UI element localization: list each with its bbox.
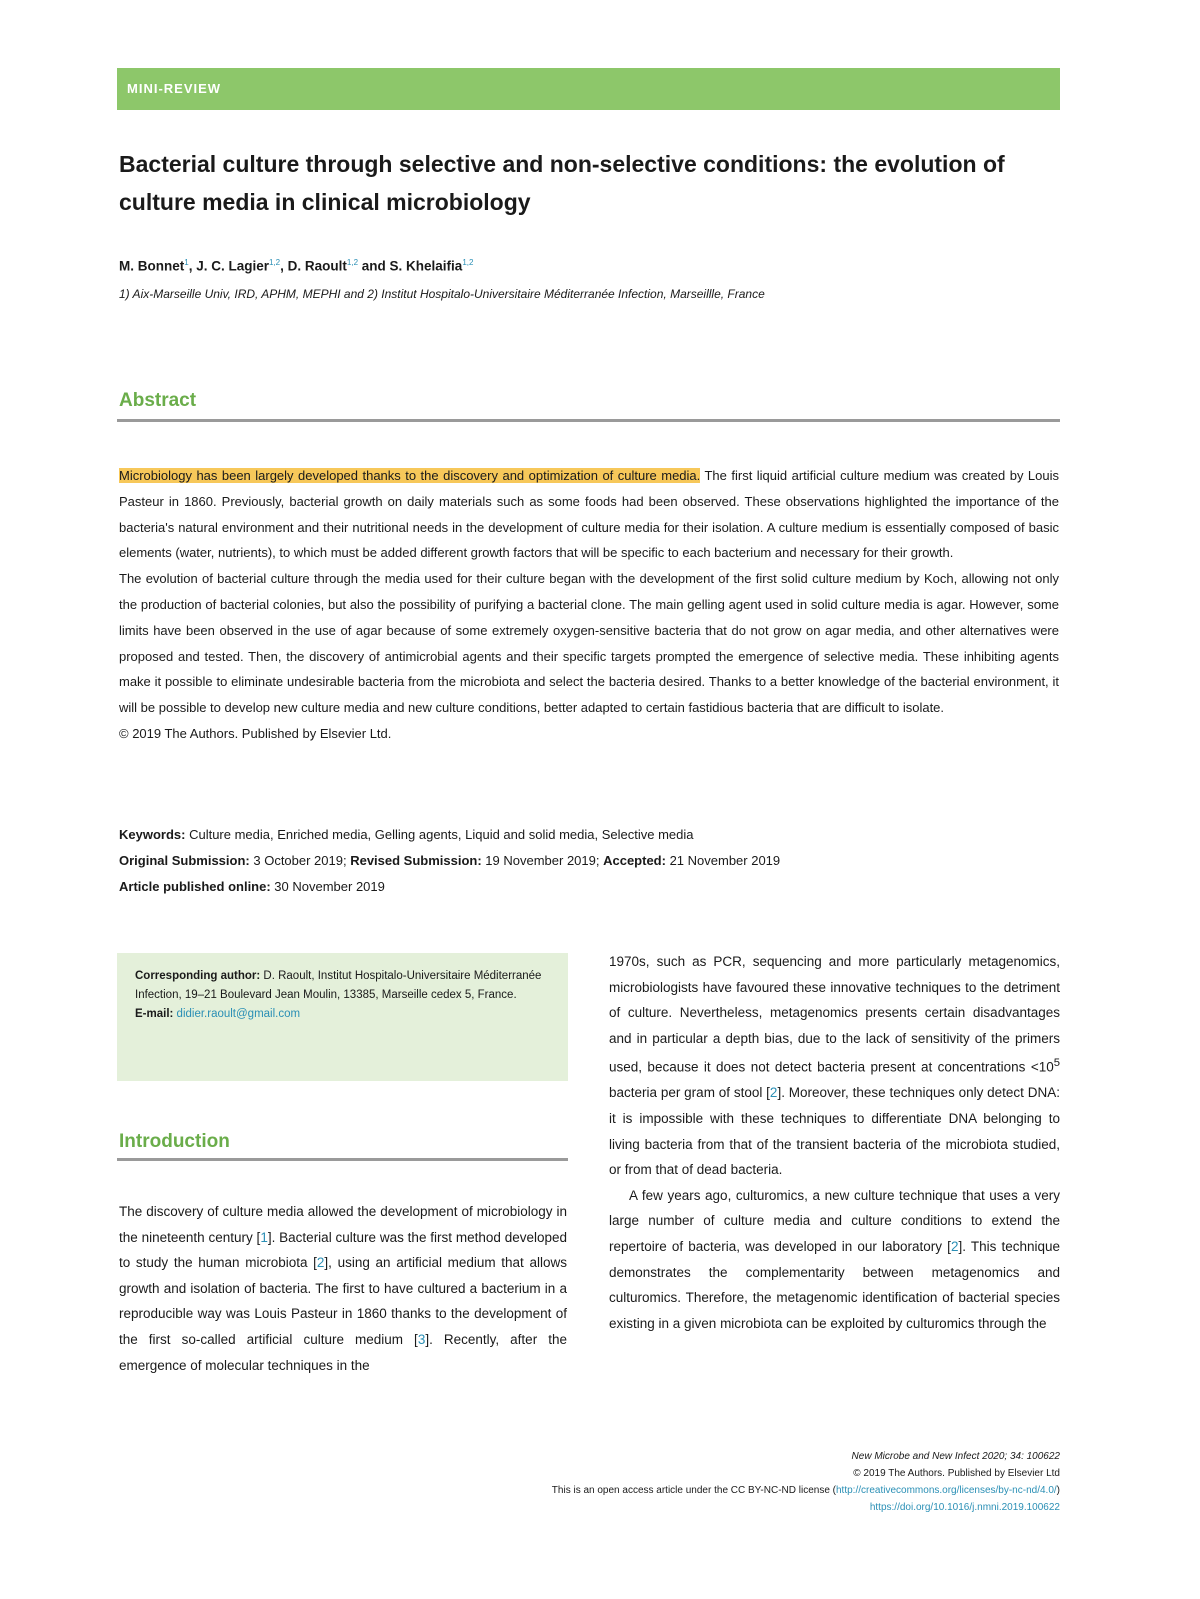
- published-online-line: [119, 874, 1059, 900]
- license-text: This is an open access article under the CC BY-NC-ND license (: [551, 1485, 836, 1496]
- submission-dates-line: [119, 848, 1059, 874]
- affiliations: 1) Aix-Marseille Univ, IRD, APHM, MEPHI and 2) Institut Hospitalo-Universitaire Méditerranée Infection, Marseillle, France: [119, 287, 765, 301]
- original-submission-label: Original Submission:: [119, 853, 250, 868]
- abstract-divider: [117, 419, 1060, 422]
- body-text: bacteria per gram of stool [: [609, 1085, 770, 1101]
- body-text: ], using an artificial medium that allows growth and isolation of bacteria. The first to have cultured a bacterium in a reproducible way was Louis Pasteur in 1860 thanks to the development of the first so-called artificial culture medium [: [119, 1255, 567, 1347]
- article-type-label: MINI-REVIEW: [127, 81, 222, 96]
- original-submission-date: 3 October 2019;: [249, 853, 351, 868]
- keywords-line: [119, 822, 1059, 848]
- journal-citation: New Microbe and New Infect 2020; 34: 100622: [851, 1451, 1060, 1462]
- body-text: ]. Bacterial culture was the first method developed to study the human microbiota [: [119, 1229, 568, 1271]
- corresponding-author-label: Corresponding author:: [135, 970, 261, 982]
- license-text: ): [1056, 1485, 1060, 1496]
- email-link[interactable]: didier.raoult@gmail.com: [176, 1008, 301, 1020]
- doi-link[interactable]: https://doi.org/10.1016/j.nmni.2019.100622: [869, 1502, 1060, 1513]
- corresponding-author-box: [117, 953, 568, 1081]
- footer-copyright: © 2019 The Authors. Published by Elsevier Ltd: [853, 1468, 1060, 1479]
- body-paragraph: [609, 1183, 1060, 1337]
- author-name: D. Raoult: [287, 258, 347, 274]
- author-affiliation-marker: 1,2: [462, 258, 474, 267]
- body-text: A few years ago, culturomics, a new culture technique that uses a very large number of culture media and culture conditions to extend the repertoire of bacteria, was developed in our laboratory [: [609, 1187, 1060, 1255]
- body-text: ]. This technique demonstrates the complementarity between metagenomics and culturomics. Therefore, the metagenomic identification of bacterial species existing in a given microbiota can be exploited by culturomics through the: [609, 1239, 1061, 1331]
- introduction-heading: Introduction: [119, 1131, 230, 1152]
- citation-link[interactable]: 2: [950, 1239, 959, 1255]
- article-metadata: [119, 822, 1059, 900]
- license-line: [552, 1482, 1060, 1499]
- abstract-paragraph: The evolution of bacterial culture through the media used for their culture began with the development of the first solid culture medium by Koch, allowing not only the production of bacterial colonies, but also the possibility of purifying a bacterial clone. The main gelling agent used in solid culture media is agar. However, some limits have been observed in the use of agar because of some extremely oxygen-sensitive bacteria that do not grow on agar media, and other alternatives were proposed and tested. Then, the discovery of antimicrobial agents and their specific targets prompted the emergence of selective media. These inhibiting agents make it possible to eliminate undesirable bacteria from the microbiota and select the bacteria desired. Thanks to a better knowledge of the bacterial environment, it will be possible to develop new culture media and new culture conditions, better adapted to certain fastidious bacteria that are difficult to isolate.: [119, 571, 1059, 716]
- revised-submission-label: Revised Submission:: [350, 853, 482, 868]
- author-separator: ,: [280, 258, 288, 274]
- body-text: 1970s, such as PCR, sequencing and more particularly metagenomics, microbiologists have favoured these innovative techniques to the detriment of culture. Nevertheless, metagenomics presents certain disadvantages and in particular a depth bias, due to the lack of sensitivity of the primers used, because it does not detect bacteria present at concentrations <10: [609, 954, 1060, 1075]
- corresponding-author-text: D. Raoult, Institut Hospitalo-Universitaire Méditerranée Infection, 19–21 Boulevard Jean Moulin, 13385, Marseille cedex 5, France.: [135, 970, 542, 1001]
- accepted-label: Accepted:: [603, 853, 666, 868]
- abstract-body: [119, 463, 1059, 747]
- highlighted-text[interactable]: Microbiology has been largely developed thanks to the discovery and optimization of culture media.: [119, 468, 701, 483]
- author-name: M. Bonnet: [119, 258, 185, 274]
- abstract-paragraph: [119, 463, 1059, 566]
- published-online-date: 30 November 2019: [270, 879, 385, 894]
- author-list: [119, 258, 473, 274]
- page-footer: [552, 1448, 1060, 1516]
- published-online-label: Article published online:: [119, 879, 271, 894]
- author-affiliation-marker: 1,2: [346, 258, 359, 267]
- body-paragraph: [609, 949, 1060, 1183]
- author-separator: and: [358, 258, 390, 274]
- abstract-text: The first liquid artificial culture medium was created by Louis Pasteur in 1860. Previously, bacterial growth on daily materials such as some foods had been observed. These observations highlighted the importance of the bacteria's natural environment and their nutritional needs in the development of culture media for their isolation. A culture medium is essentially composed of basic elements (water, nutrients), to which must be added different growth factors that will be specific to each bacterium and necessary for their growth.: [119, 468, 1059, 561]
- revised-submission-date: 19 November 2019;: [481, 853, 604, 868]
- license-link[interactable]: http://creativecommons.org/licenses/by-nc-nd/4.0/: [836, 1485, 1057, 1496]
- body-text: ]. Moreover, these techniques only detect DNA: it is impossible with these techniques to differentiate DNA belonging to living bacteria from that of the transient bacteria of the microbiota studied, or from that of dead bacteria.: [609, 1085, 1060, 1178]
- keywords-label: Keywords:: [119, 827, 186, 842]
- author-affiliation-marker: 1: [184, 258, 189, 267]
- abstract-copyright: © 2019 The Authors. Published by Elsevier Ltd.: [119, 725, 392, 741]
- introduction-right-column: [609, 949, 1060, 1336]
- body-text: ]. Recently, after the emergence of molecular techniques in the: [119, 1331, 567, 1373]
- introduction-left-column: [119, 1199, 567, 1378]
- author-affiliation-marker: 1,2: [269, 258, 281, 267]
- keywords-value: Culture media, Enriched media, Gelling agents, Liquid and solid media, Selective media: [185, 827, 694, 842]
- superscript-exponent: 5: [1053, 1057, 1060, 1070]
- citation-link[interactable]: 1: [260, 1229, 268, 1245]
- accepted-date: 21 November 2019: [665, 853, 781, 868]
- citation-link[interactable]: 2: [769, 1085, 778, 1101]
- citation-link[interactable]: 2: [316, 1255, 325, 1271]
- author-name: J. C. Lagier: [196, 258, 269, 274]
- abstract-heading: Abstract: [119, 390, 197, 411]
- author-separator: ,: [188, 258, 197, 274]
- author-name: S. Khelaifia: [389, 258, 463, 274]
- email-label: E-mail:: [135, 1008, 174, 1020]
- introduction-divider: [117, 1158, 568, 1161]
- article-type-banner: [117, 68, 1060, 110]
- body-text: The discovery of culture media allowed the development of microbiology in the nineteenth century [: [119, 1204, 567, 1245]
- citation-link[interactable]: 3: [417, 1331, 426, 1347]
- article-title: Bacterial culture through selective and non-selective conditions: the evolution of culture media in clinical microbiology: [119, 151, 1005, 215]
